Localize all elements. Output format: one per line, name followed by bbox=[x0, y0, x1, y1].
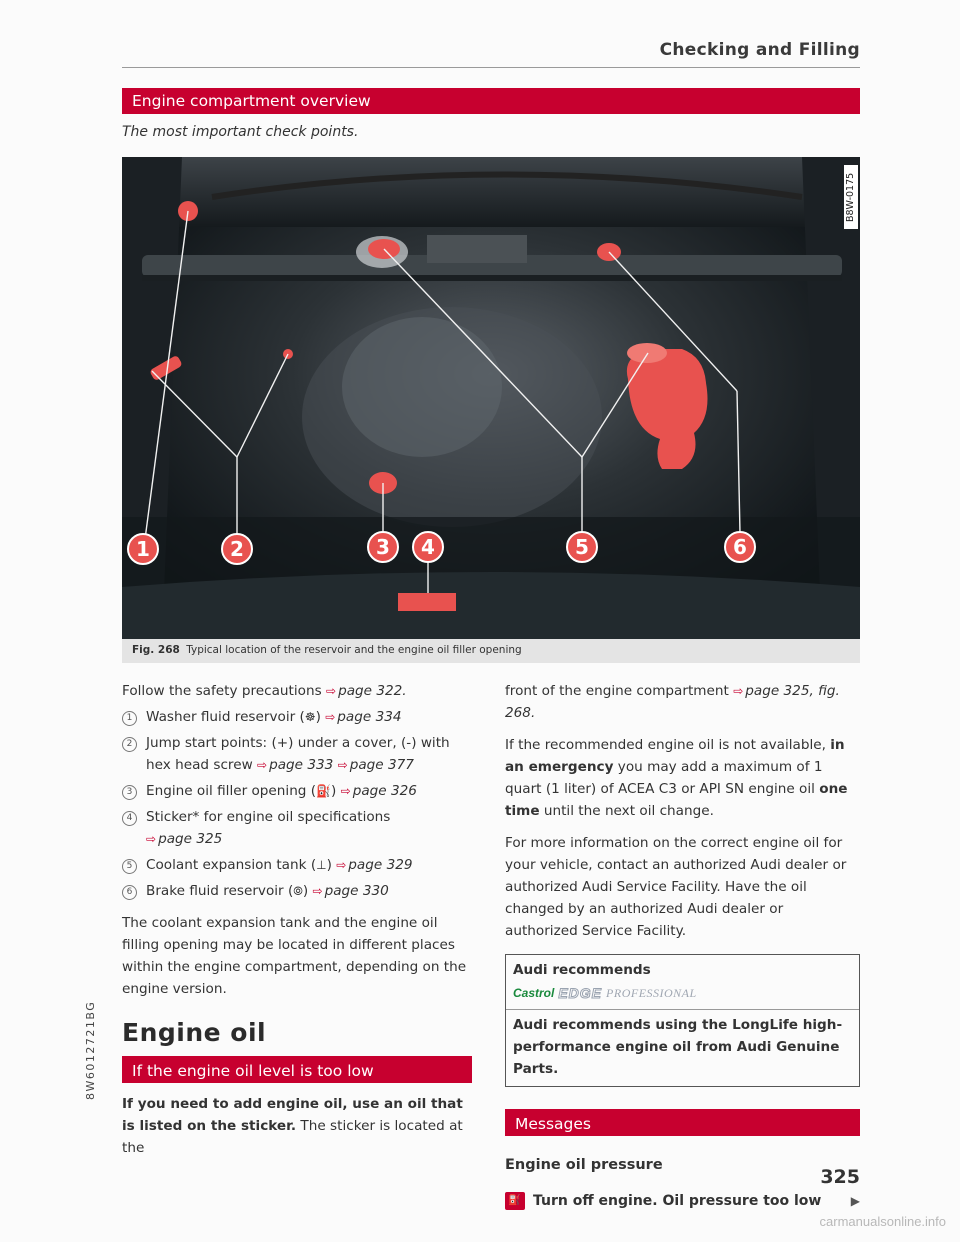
item-number: 2 bbox=[122, 737, 137, 752]
document-code: 8W6012721BG bbox=[84, 1000, 97, 1100]
page-ref-link[interactable]: page 326 bbox=[352, 783, 417, 799]
page-ref-link[interactable]: page 330 bbox=[324, 883, 389, 899]
reference-arrow-icon: ⇨ bbox=[340, 784, 351, 798]
item-number: 1 bbox=[122, 711, 137, 726]
list-item: 6 Brake fluid reservoir (⦾) ⇨ page 330 bbox=[122, 880, 472, 902]
castrol-edge-logo bbox=[513, 983, 852, 1003]
oil-lead-paragraph: If you need to add engine oil, use an oil that is listed on the sticker. The sticker is located at the bbox=[122, 1096, 463, 1156]
continue-arrow-icon: ▶ bbox=[850, 1194, 860, 1208]
reference-arrow-icon: ⇨ bbox=[336, 858, 347, 872]
audi-recommends-box bbox=[505, 954, 860, 1087]
header-rule bbox=[122, 67, 860, 68]
callout-4 bbox=[413, 532, 443, 562]
recommends-title: Audi recommends bbox=[513, 962, 651, 978]
page-ref-link[interactable]: page 325 bbox=[158, 831, 223, 847]
figure-caption-text: Typical location of the reservoir and the engine oil filler opening bbox=[186, 644, 522, 656]
reference-arrow-icon: ⇨ bbox=[337, 758, 348, 772]
brake-fluid-icon: ⦾ bbox=[293, 884, 303, 898]
item-number: 4 bbox=[122, 811, 137, 826]
list-item: 3 Engine oil filler opening (⛽) ⇨ page 326 bbox=[122, 780, 472, 802]
oil-pressure-warning: ⛽ Turn off engine. Oil pressure too low ▶ bbox=[505, 1190, 860, 1212]
callout-2 bbox=[222, 534, 252, 564]
reference-arrow-icon: ⇨ bbox=[146, 832, 157, 846]
svg-text:3: 3 bbox=[376, 535, 390, 559]
intro-paragraph: Follow the safety precautions ⇨ page 322. bbox=[122, 683, 407, 699]
oil-pressure-subhead: Engine oil pressure bbox=[505, 1157, 663, 1173]
callout-1 bbox=[128, 534, 158, 564]
watermark: carmanualsonline.info bbox=[819, 1214, 946, 1229]
list-item: 1 Washer fluid reservoir (☸) ⇨ page 334 bbox=[122, 706, 472, 728]
oil-level-low-bar: If the engine oil level is too low bbox=[122, 1056, 472, 1083]
callout-6 bbox=[725, 532, 755, 562]
list-item: 4 Sticker* for engine oil specifications ⇨ page 325 bbox=[122, 806, 472, 850]
item-number: 3 bbox=[122, 785, 137, 800]
page-ref-link[interactable]: page 333 bbox=[269, 757, 334, 773]
running-header: Checking and Filling bbox=[659, 40, 860, 60]
right-column bbox=[505, 680, 860, 1212]
coolant-note: The coolant expansion tank and the engine oil filling opening may be located in different places within the engine compartment, depending on the engine version. bbox=[122, 915, 467, 997]
figure-caption-label: Fig. 268 bbox=[132, 644, 180, 656]
reference-arrow-icon: ⇨ bbox=[257, 758, 268, 772]
recommends-body: Audi recommends using the LongLife high-performance engine oil from Audi Genuine Parts. bbox=[513, 1017, 843, 1077]
figure-caption bbox=[122, 639, 860, 663]
list-item: 2 Jump start points: (+) under a cover, (-) with hex head screw ⇨ page 333 ⇨ page 377 bbox=[122, 732, 472, 776]
left-column bbox=[122, 680, 472, 1159]
page-ref-link[interactable]: page 329 bbox=[348, 857, 413, 873]
callout-5 bbox=[567, 532, 597, 562]
engine-compartment-figure bbox=[122, 157, 860, 639]
svg-text:5: 5 bbox=[575, 535, 589, 559]
reference-arrow-icon: ⇨ bbox=[326, 684, 337, 698]
reference-arrow-icon: ⇨ bbox=[325, 710, 336, 724]
callout-3 bbox=[368, 532, 398, 562]
figure-code: B8W-0175 bbox=[844, 165, 858, 229]
oil-pressure-warning-icon: ⛽ bbox=[505, 1192, 525, 1210]
washer-fluid-icon: ☸ bbox=[304, 710, 316, 724]
svg-text:1: 1 bbox=[136, 537, 150, 561]
professional-logo: PROFESSIONAL bbox=[606, 986, 697, 1000]
reference-arrow-icon: ⇨ bbox=[733, 684, 744, 698]
item-number: 6 bbox=[122, 885, 137, 900]
svg-text:4: 4 bbox=[421, 535, 435, 559]
section-title-bar: Engine compartment overview bbox=[122, 88, 860, 114]
page-ref-link[interactable]: page 334 bbox=[337, 709, 402, 725]
svg-text:2: 2 bbox=[230, 537, 244, 561]
page-ref-link[interactable]: page 322. bbox=[338, 683, 407, 699]
section-subtitle: The most important check points. bbox=[122, 124, 359, 140]
page-ref-link[interactable]: page 377 bbox=[349, 757, 414, 773]
edge-logo: EDGE bbox=[558, 985, 603, 1001]
engine-illustration bbox=[122, 157, 860, 639]
list-item: 5 Coolant expansion tank (⊥) ⇨ page 329 bbox=[122, 854, 472, 876]
engine-oil-heading: Engine oil bbox=[122, 1018, 267, 1047]
item-number: 5 bbox=[122, 859, 137, 874]
oil-can-icon: ⛽ bbox=[316, 784, 332, 798]
messages-bar: Messages bbox=[505, 1109, 860, 1136]
castrol-logo: Castrol bbox=[513, 986, 555, 1000]
svg-text:6: 6 bbox=[733, 535, 747, 559]
more-info-paragraph: For more information on the correct engine oil for your vehicle, contact an authorized Audi dealer or authorized Audi Service Facility. Have the oil changed by an authorized Audi dealer or authorized Service Facility. bbox=[505, 835, 847, 939]
reference-arrow-icon: ⇨ bbox=[312, 884, 323, 898]
page-ref-link[interactable]: page 325, fig. 268. bbox=[505, 683, 840, 721]
emergency-oil-paragraph: If the recommended engine oil is not available, in an emergency you may add a maximum of 1 quart (1 liter) of ACEA C3 or API SN engine oil one time until the next oil change. bbox=[505, 737, 848, 819]
oil-continued-paragraph: front of the engine compartment ⇨ page 325, fig. 268. bbox=[505, 683, 840, 721]
page-number: 325 bbox=[820, 1166, 860, 1188]
coolant-icon: ⊥ bbox=[316, 858, 327, 872]
